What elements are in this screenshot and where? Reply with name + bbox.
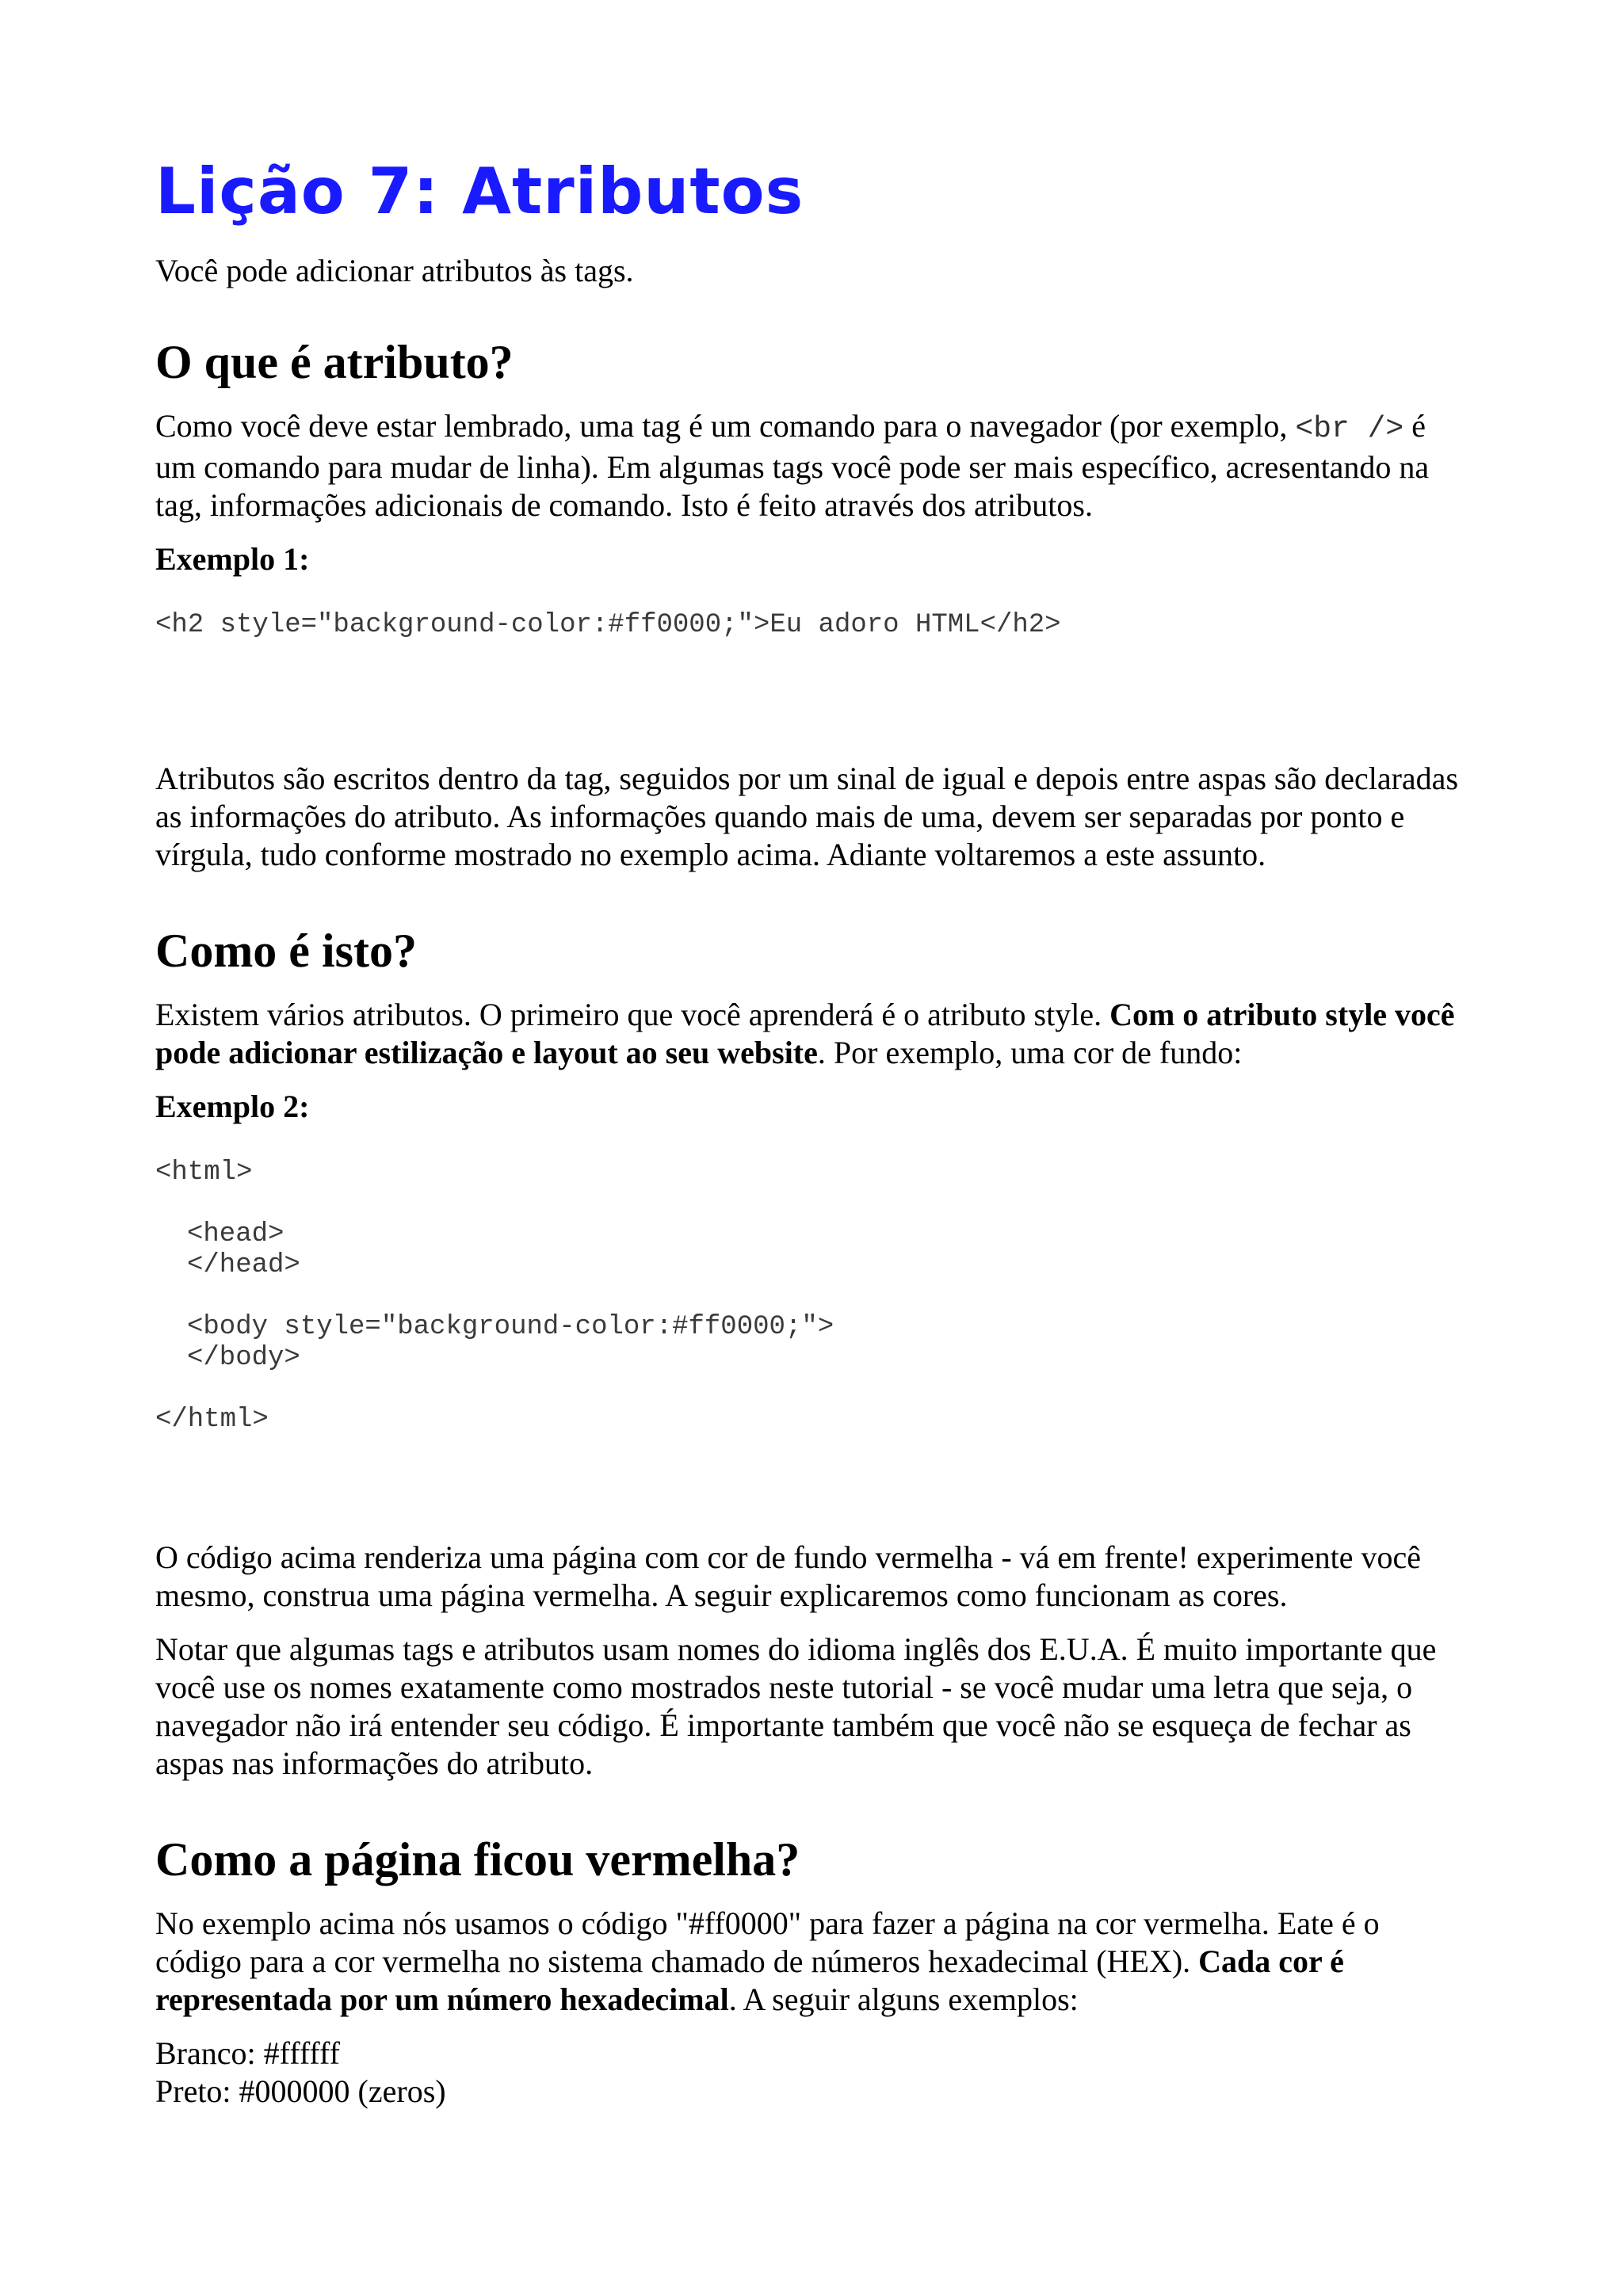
inline-code-br: <br />: [1295, 412, 1404, 446]
example-2-code: [155, 1158, 1471, 1436]
section2-p1-bold: Com o atributo style você pode adicionar estilização e layout ao seu website: [155, 997, 1455, 1070]
section3-p1-bold: Cada cor é representada por um número hexadecimal: [155, 1943, 1344, 2017]
code-line: <html>: [155, 1158, 253, 1188]
section3-p1-text-before: No exemplo acima nós usamos o código "#ff0000" para fazer a página na cor vermelha. Eate é o código para a cor vermelha no sistema chamado de números hexadecimal (HEX).: [155, 1905, 1380, 1979]
section1-paragraph-2: Atributos são escritos dentro da tag, seguidos por um sinal de igual e depois entre aspas são declaradas as informações do atributo. As informações quando mais de uma, devem ser separadas por ponto e vírgula, tudo conforme mostrado no exemplo acima. Adiante voltaremos a este assunto.: [155, 761, 1459, 872]
code-line: </body>: [187, 1343, 300, 1373]
section3-p1-text-after: . A seguir alguns exemplos:: [728, 1981, 1079, 2017]
code-line: <body style="background-color:#ff0000;">: [187, 1312, 834, 1342]
section1-p1-text-after: é um comando para mudar de linha). Em algumas tags você pode ser mais específico, acresentando na tag, informações adicionais de comando. Isto é feito através dos atributos.: [155, 408, 1430, 523]
section1-paragraph-1: [155, 407, 1471, 524]
example-1-label: Exemplo 1:: [155, 541, 310, 577]
section2-paragraph-2: O código acima renderiza uma página com cor de fundo vermelha - vá em frente! experimente você mesmo, construa uma página vermelha. A seguir explicaremos como funcionam as cores.: [155, 1539, 1422, 1613]
section2-p1-text-after: . Por exemplo, uma cor de fundo:: [817, 1035, 1243, 1070]
section-heading-what-is-attribute: O que é atributo?: [155, 336, 514, 388]
section1-p1-text-before: Como você deve estar lembrado, uma tag é um comando para o navegador (por exemplo,: [155, 408, 1296, 444]
color-example-black: Preto: #000000 (zeros): [155, 2073, 446, 2109]
color-example-white: Branco: #ffffff: [155, 2035, 340, 2071]
section2-paragraph-3: Notar que algumas tags e atributos usam nomes do idioma inglês dos E.U.A. É muito importante que você use os nomes exatamente como mostrados neste tutorial - se você mudar uma letra que seja, o navegador não irá entender seu código. É importante também que você não se esqueça de fechar as aspas nas informações do atributo.: [155, 1631, 1437, 1781]
code-line: </html>: [155, 1405, 269, 1435]
section2-p1-text-before: Existem vários atributos. O primeiro que você aprenderá é o atributo style.: [155, 997, 1110, 1032]
example-2-label: Exemplo 2:: [155, 1089, 310, 1124]
intro-paragraph: Você pode adicionar atributos às tags.: [155, 253, 634, 288]
section2-paragraph-1: [155, 996, 1471, 1072]
example-1-code: <h2 style="background-color:#ff0000;">Eu adoro HTML</h2>: [155, 610, 1061, 640]
color-examples: [155, 2035, 1471, 2111]
section3-paragraph-1: [155, 1905, 1471, 2019]
code-line: <head>: [187, 1219, 285, 1249]
page-title: Lição 7: Atributos: [155, 154, 804, 228]
section-heading-how-page-red: Como a página ficou vermelha?: [155, 1833, 800, 1886]
document-page: [155, 155, 1471, 2126]
code-line: </head>: [187, 1250, 300, 1280]
section-heading-how-is-this: Como é isto?: [155, 925, 417, 977]
